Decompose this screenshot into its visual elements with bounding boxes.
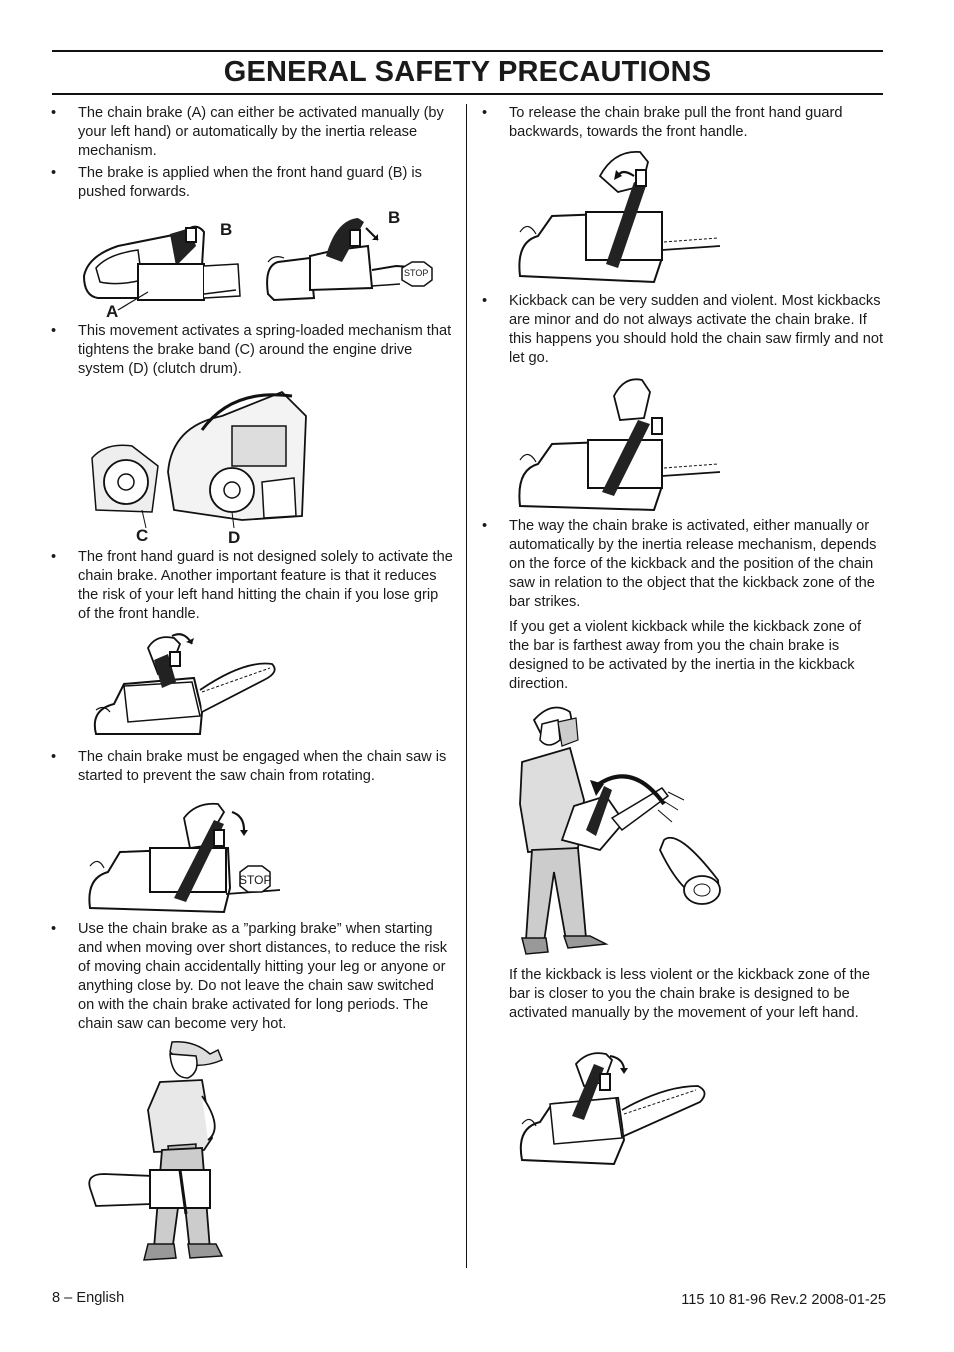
left-bullet-6-text: Use the chain brake as a ”parking brake” when starting and when moving over short distances, to reduce the risk of moving chain accidentally hitting your leg or anyone or anything close by. Do not leave the chain saw switched on with the chain brake activated for long periods. The chain saw can become very hot. xyxy=(78,921,448,1032)
header-rule-top xyxy=(52,50,883,52)
figure-brake-band xyxy=(82,386,312,548)
label-c: C xyxy=(136,526,149,545)
page-title: GENERAL SAFETY PRECAUTIONS xyxy=(223,56,712,88)
right-bullet-1: • To release the chain brake pull the front hand guard backwards, towards the front handle. xyxy=(482,105,843,140)
saw-diagram-manual xyxy=(514,1046,714,1170)
person-carrying-diagram xyxy=(84,1038,244,1270)
right-bullet-3-text: The way the chain brake is activated, either manually or automatically by the inertia release mechanism, depends on the force of the kickback and the position of the chain saw in relation to the object that the kickback zone of the bar strikes. xyxy=(509,518,877,610)
figure-manual-activation xyxy=(514,1046,714,1170)
stop-sign-label-1: STOP xyxy=(404,268,429,278)
engine-diagram xyxy=(82,386,312,548)
page-number: 8 – English xyxy=(52,1290,125,1306)
right-bullet-2: • Kickback can be very sudden and violent. Most kickbacks are minor and do not always activate the chain brake. If this happens you should hold the chain saw firmly and not let go. xyxy=(482,293,883,366)
right-paragraph-2: If the kickback is less violent or the kickback zone of the bar is closer to you the chain brake is designed to be activated manually by the movement of your left hand. xyxy=(509,967,870,1021)
figure-hand-guard-brake xyxy=(78,206,448,324)
right-bullet-3: • The way the chain brake is activated, either manually or automatically by the inertia release mechanism, depends on the force of the kickback and the position of the chain saw in relation to the object that the kickback zone of the bar strikes. xyxy=(482,518,877,610)
figure-violent-kickback xyxy=(512,700,726,962)
figure-release-brake xyxy=(514,146,724,286)
left-bullet-6: • Use the chain brake as a ”parking brake” when starting and when moving over short distances, to reduce the risk of moving chain accidentally hitting your leg or anyone or anything close by. Do not leave the chain saw switched on with the chain brake activated for long periods. The chain saw can become very hot. xyxy=(51,921,448,1032)
label-b-right: B xyxy=(388,208,401,227)
left-bullet-4-text: The front hand guard is not designed solely to activate the chain brake. Another important feature is that it reduces the risk of your left hand hitting the chain if you lose grip of the front handle. xyxy=(78,549,453,622)
right-paragraph-1: If you get a violent kickback while the kickback zone of the bar is farthest away from you the chain brake is designed to be activated by the inertia in the kickback direction. xyxy=(509,619,862,692)
left-bullet-3: • This movement activates a spring-loaded mechanism that tightens the brake band (C) around the engine drive system (D) (clutch drum). xyxy=(51,323,452,377)
saw-diagram-4 xyxy=(84,794,284,918)
saw-diagram-3 xyxy=(84,630,284,744)
person-kickback-diagram xyxy=(512,700,726,962)
saw-diagram-release xyxy=(514,146,724,286)
document-reference: 115 10 81-96 Rev.2 2008-01-25 xyxy=(681,1292,886,1308)
saw-diagram-kickback xyxy=(514,372,724,514)
figure-kickback-hold xyxy=(514,372,724,514)
label-d: D xyxy=(228,528,241,547)
figure-person-carrying-saw xyxy=(84,1038,244,1270)
left-bullet-2: • The brake is applied when the front hand guard (B) is pushed forwards. xyxy=(51,165,422,200)
left-bullet-1-text: The chain brake (A) can either be activated manually (by your left hand) or automatically by the inertia release mechanism. xyxy=(78,105,444,159)
left-bullet-3-text: This movement activates a spring-loaded mechanism that tightens the brake band (C) around the engine drive system (D) (clutch drum). xyxy=(78,323,452,377)
figure-brake-on-start xyxy=(84,794,284,918)
left-bullet-2-text: The brake is applied when the front hand guard (B) is pushed forwards. xyxy=(78,165,422,200)
header-rule-bottom xyxy=(52,93,883,95)
left-bullet-4: • The front hand guard is not designed solely to activate the chain brake. Another important feature is that it reduces the risk of your left hand hitting the chain if you lose grip of the front handle. xyxy=(51,549,453,622)
right-bullet-1-text: To release the chain brake pull the front hand guard backwards, towards the front handle. xyxy=(509,105,843,140)
stop-sign-label-2: STOP xyxy=(239,873,272,887)
label-a: A xyxy=(106,302,119,321)
left-bullet-5: • The chain brake must be engaged when the chain saw is started to prevent the saw chain from rotating. xyxy=(51,749,447,784)
left-bullet-5-text: The chain brake must be engaged when the chain saw is started to prevent the saw chain from rotating. xyxy=(78,749,447,784)
column-divider xyxy=(466,104,467,1268)
right-bullet-2-text: Kickback can be very sudden and violent. Most kickbacks are minor and do not always activate the chain brake. If this happens you should hold the chain saw firmly and not let go. xyxy=(509,293,883,366)
left-bullet-1: • The chain brake (A) can either be activated manually (by your left hand) or automatically by the inertia release mechanism. xyxy=(51,105,444,159)
label-b-left: B xyxy=(220,220,233,239)
figure-hand-guard-protection xyxy=(84,630,284,744)
